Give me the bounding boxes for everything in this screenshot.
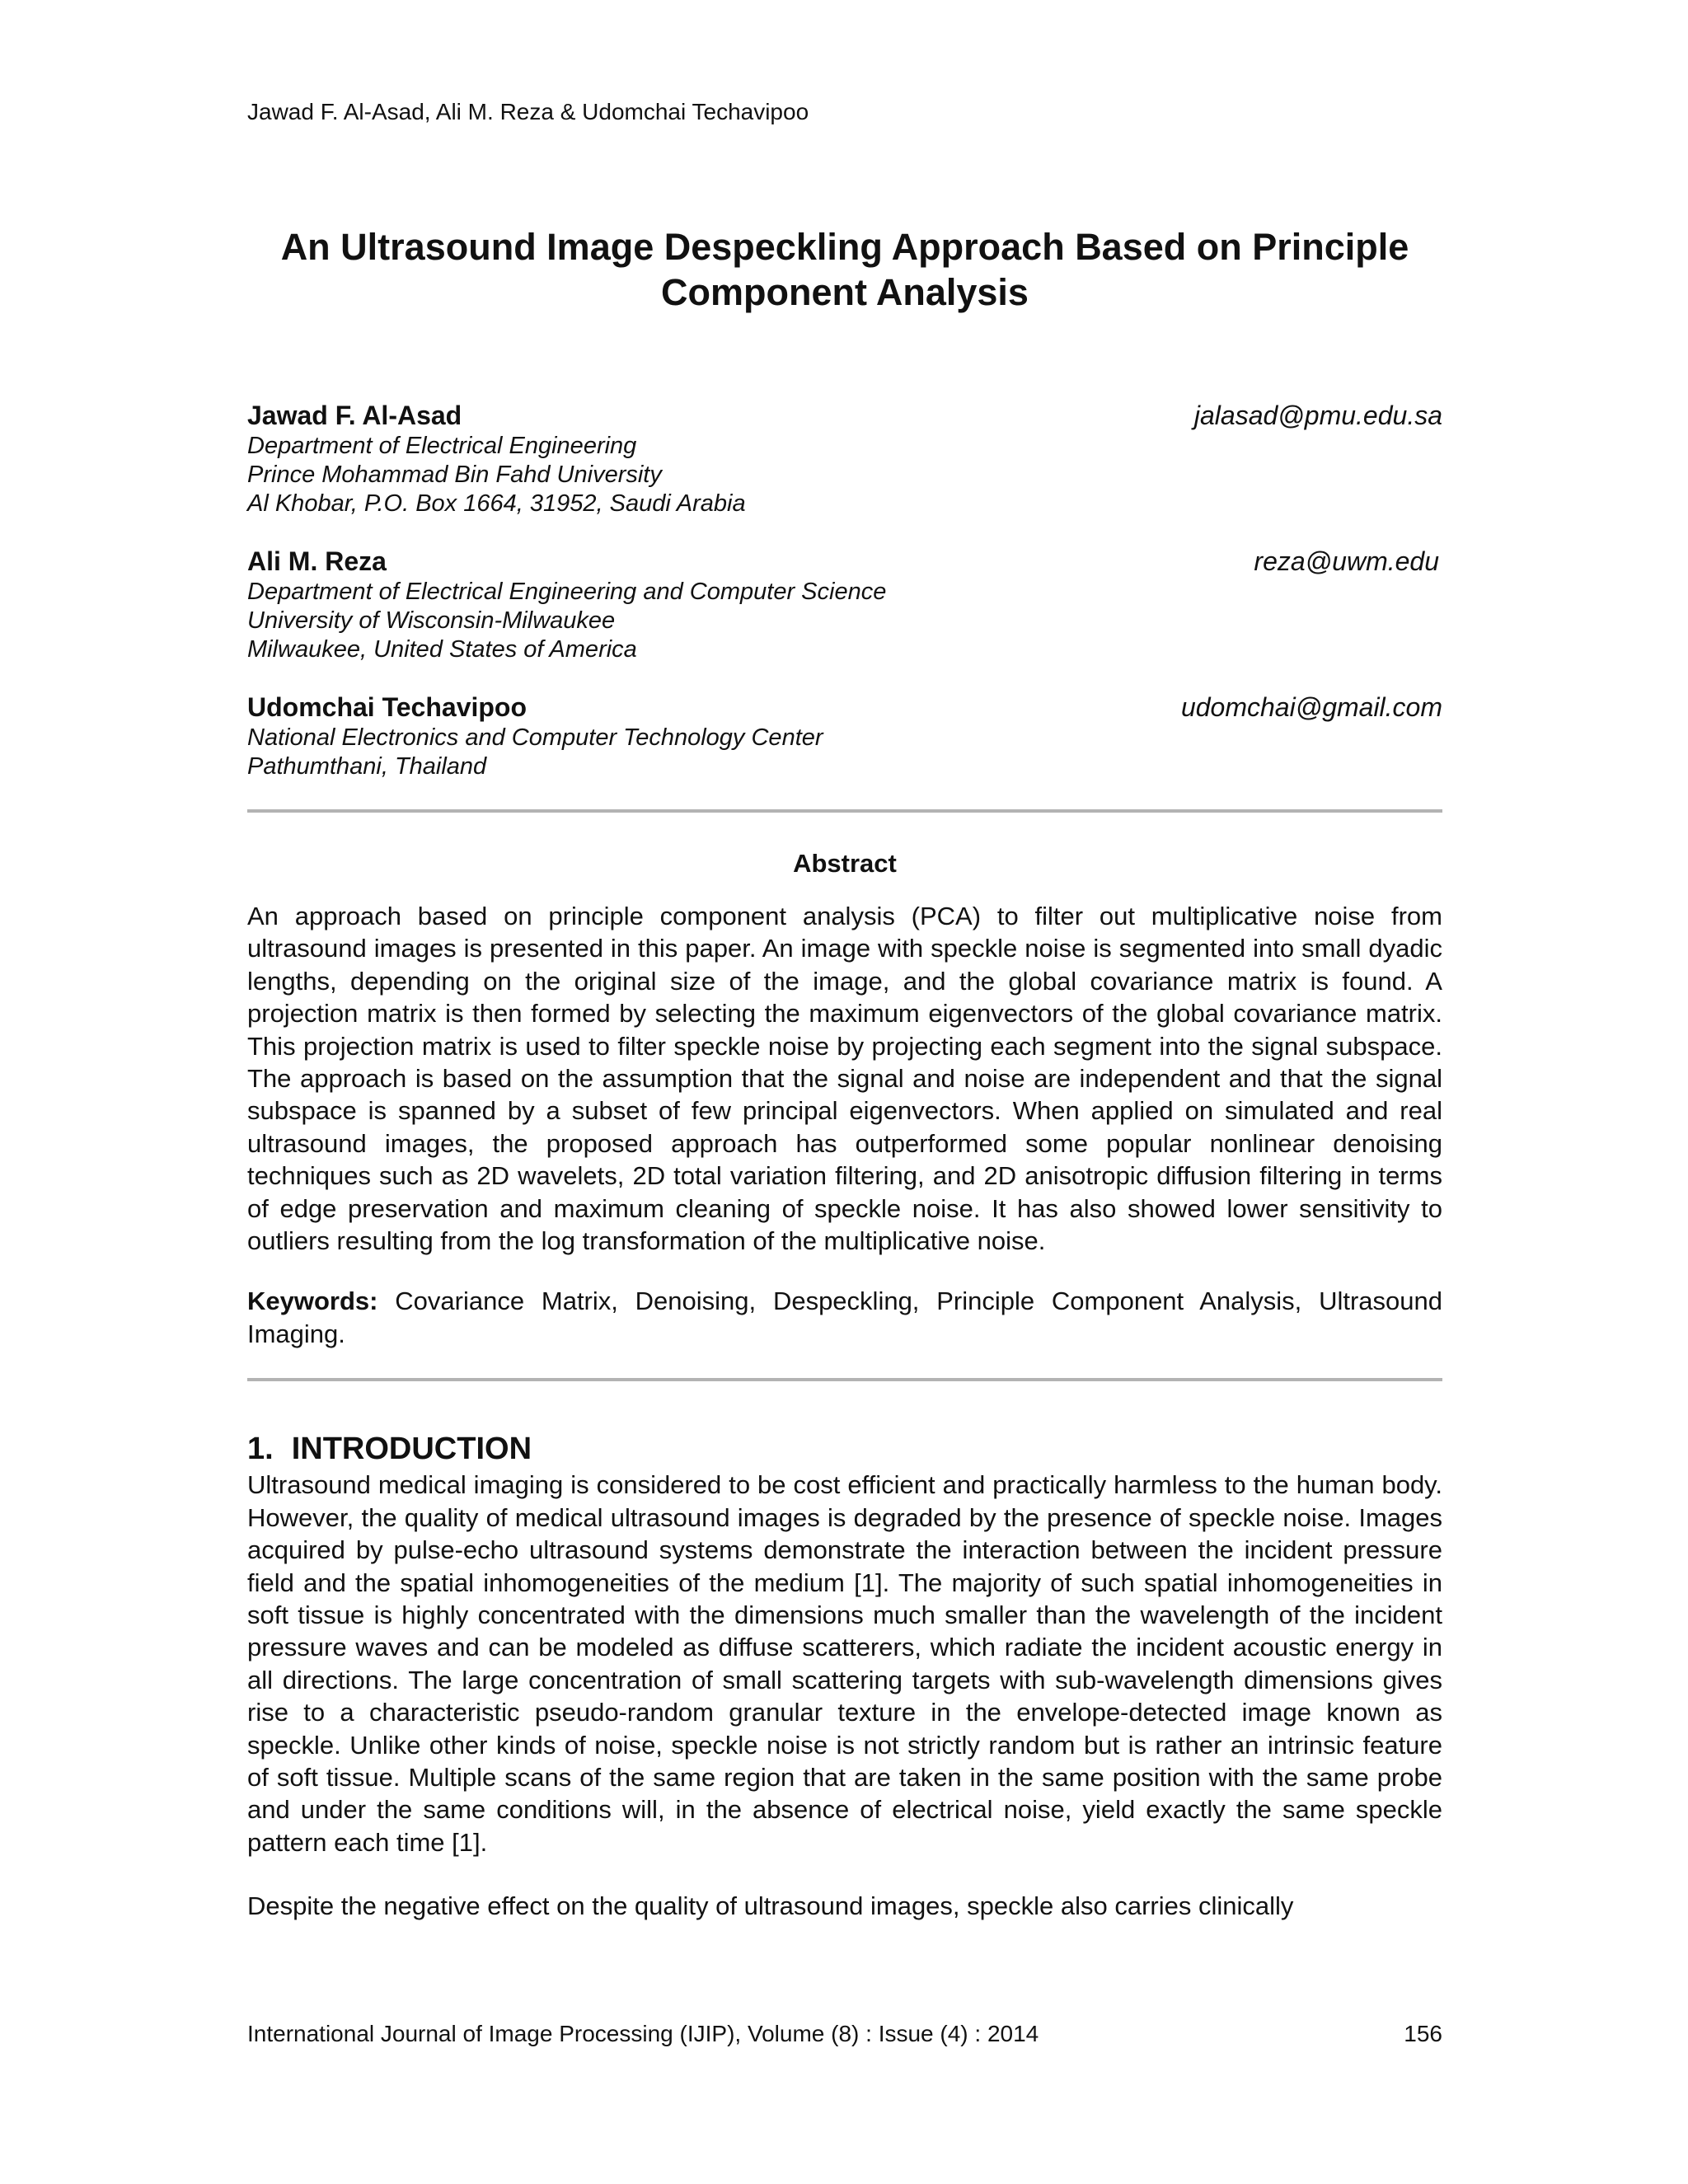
author-department: Department of Electrical Engineering and Computer Science — [247, 579, 887, 605]
author-email[interactable]: udomchai@gmail.com — [1180, 692, 1442, 722]
page-number: 156 — [1404, 2021, 1442, 2046]
section-title: INTRODUCTION — [291, 1432, 532, 1467]
author-institution: Prince Mohammad Bin Fahd University — [247, 462, 662, 488]
author-name: Jawad F. Al-Asad — [247, 401, 462, 430]
section-number: 1. — [247, 1432, 274, 1467]
author-3 — [247, 691, 1442, 781]
author-email[interactable]: jalasad@pmu.edu.sa — [1193, 401, 1442, 430]
keywords-text: Covariance Matrix, Denoising, Despeckling, Principle Component Analysis, Ultrasound Imaging. — [247, 1286, 1442, 1348]
author-2 — [247, 545, 1442, 664]
title-line-2: Component Analysis — [661, 271, 1029, 313]
author-name: Udomchai Techavipoo — [247, 692, 528, 722]
author-department: Department of Electrical Engineering — [247, 433, 637, 459]
divider-top — [247, 809, 1442, 813]
page-content — [247, 97, 1442, 1923]
keywords-label: Keywords: — [247, 1286, 378, 1316]
running-head: Jawad F. Al-Asad, Ali M. Reza & Udomchai Techavipoo — [247, 99, 809, 124]
divider-bottom — [247, 1378, 1442, 1381]
author-name: Ali M. Reza — [247, 546, 387, 576]
title-line-1: An Ultrasound Image Despeckling Approach Based on Principle — [280, 226, 1409, 268]
intro-paragraph-1: Ultrasound medical imaging is considered to be cost efficient and practically harmless to the human body. However, the quality of medical ultrasound images is degraded by the presence of speckle noise. Images acquired by pulse-echo ultrasound systems demonstrate the interaction between the incident pressure field and the spatial inhomogeneities of the medium [1]. The majority of such spatial inhomogeneities in soft tissue is highly concentrated with the dimensions much smaller than the wavelength of the incident pressure waves and can be modeled as diffuse scatterers, which radiate the incident acoustic energy in all directions. The large concentration of small scattering targets with sub-wavelength dimensions gives rise to a characteristic pseudo-random granular texture in the envelope-detected image known as speckle. Unlike other kinds of noise, speckle noise is not strictly random but is rather an intrinsic feature of soft tissue. Multiple scans of the same region that are taken in the same position with the same probe and under the same conditions will, in the absence of electrical noise, yield exactly the same speckle pattern each time [1]. — [247, 1470, 1442, 1857]
author-address: Pathumthani, Thailand — [247, 753, 487, 780]
author-institution: University of Wisconsin-Milwaukee — [247, 607, 616, 634]
author-block — [247, 399, 1442, 781]
author-address: Milwaukee, United States of America — [247, 636, 637, 663]
abstract-heading: Abstract — [793, 849, 897, 878]
author-1 — [247, 399, 1442, 518]
author-address: Al Khobar, P.O. Box 1664, 31952, Saudi Arabia — [247, 490, 746, 517]
keywords — [247, 1285, 1442, 1350]
journal-citation: International Journal of Image Processing (IJIP), Volume (8) : Issue (4) : 2014 — [247, 2021, 1039, 2046]
author-email[interactable]: reza@uwm.edu — [1254, 546, 1439, 576]
abstract-text: An approach based on principle component analysis (PCA) to filter out multiplicative noise from ultrasound images is presented in this paper. An image with speckle noise is segmented into small dyadic lengths, depending on the original size of the image, and the global covariance matrix is found. A projection matrix is then formed by selecting the maximum eigenvectors of the global covariance matrix. This projection matrix is used to filter speckle noise by projecting each segment into the signal subspace. The approach is based on the assumption that the signal and noise are independent and that the signal subspace is spanned by a subset of few principal eigenvectors. When applied on simulated and real ultrasound images, the proposed approach has outperformed some popular nonlinear denoising techniques such as 2D wavelets, 2D total variation filtering, and 2D anisotropic diffusion filtering in terms of edge preservation and maximum cleaning of speckle noise. It has also showed lower sensitivity to outliers resulting from the log transformation of the multiplicative noise. — [247, 902, 1442, 1256]
author-institution: National Electronics and Computer Technology Center — [247, 724, 823, 751]
page-footer — [247, 2019, 1442, 2049]
intro-paragraph-2: Despite the negative effect on the quality of ultrasound images, speckle also carries clinically — [247, 1891, 1294, 1921]
paper-title — [247, 224, 1442, 315]
section-heading-introduction — [247, 1429, 1442, 1469]
